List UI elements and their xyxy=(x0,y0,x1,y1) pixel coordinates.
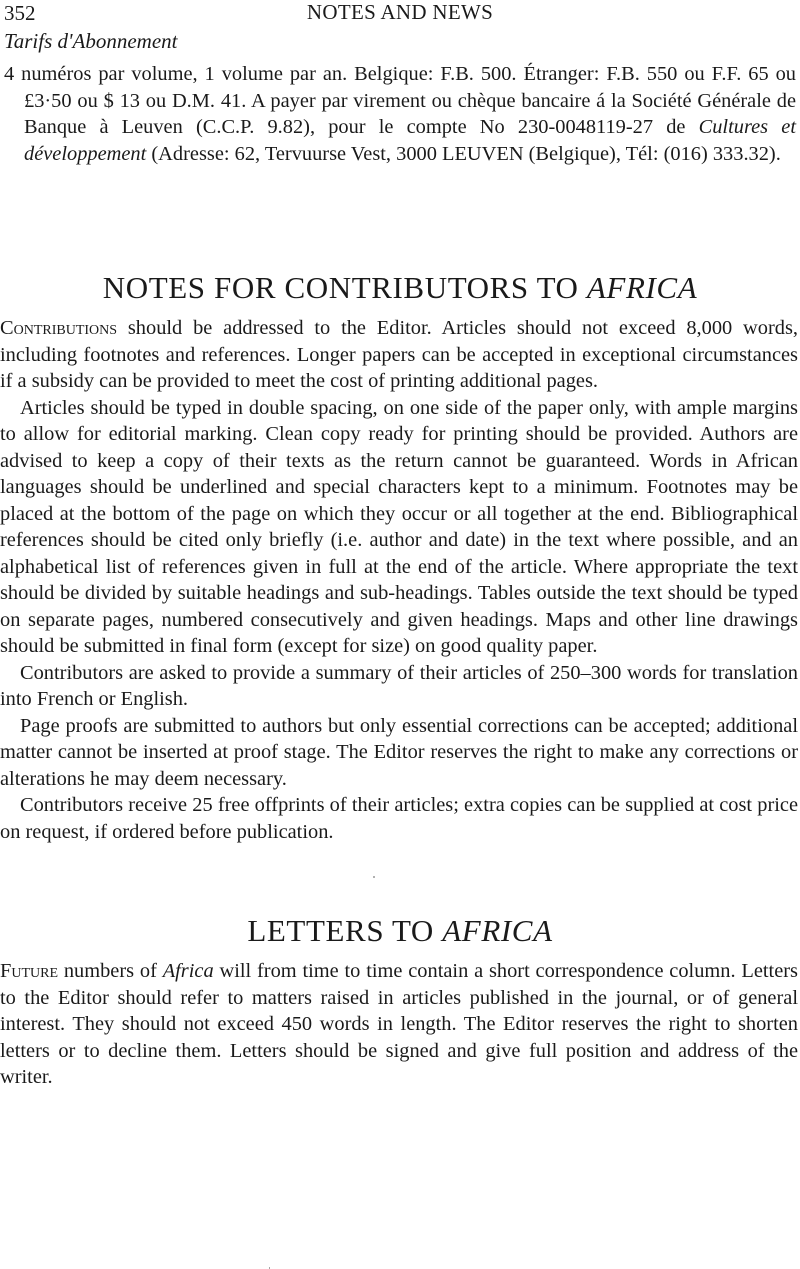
tarifs-publication-name: Cultures et développement xyxy=(24,116,796,165)
letters-text-1: numbers of xyxy=(58,960,163,982)
tarifs-heading: Tarifs d'Abonnement xyxy=(4,29,178,53)
contributors-title-journal: AFRICA xyxy=(586,270,698,305)
letters-body xyxy=(0,958,798,1091)
tarifs-text-2: (Adresse: 62, Tervuurse Vest, 3000 LEUVEN (Belgique), Tél: (016) 333.32). xyxy=(146,142,781,165)
contributors-section-title xyxy=(0,270,800,306)
letters-paragraph xyxy=(0,958,798,1091)
contributors-paragraph: Page proofs are submitted to authors but only essential corrections can be accepted; additional matter cannot be inserted at proof stage. The Editor reserves the right to make any corrections or alterations he may deem necessary. xyxy=(0,714,798,790)
letters-text-2: will from time to time contain a short correspondence column. Letters to the Editor should refer to matters raised in articles published in the journal, or of general interest. They should not exceed 450 words in length. The Editor reserves the right to shorten letters or to decline them. Letters should be signed and give full position and address of the writer. xyxy=(0,960,798,1088)
contributors-paragraph: Contributors receive 25 free offprints of their articles; extra copies can be supplied at cost price on request, if ordered before publication. xyxy=(0,794,798,843)
scan-speck xyxy=(373,876,375,878)
letters-title-text: LETTERS TO xyxy=(247,913,443,948)
running-title: NOTES AND NEWS xyxy=(306,0,494,24)
page-number: 352 xyxy=(4,1,36,25)
contributors-paragraph xyxy=(0,315,798,395)
letters-journal-name: Africa xyxy=(162,960,214,982)
letters-title-journal: AFRICA xyxy=(442,913,553,948)
contributors-paragraph: Articles should be typed in double spacing, on one side of the paper only, with ample margins to allow for editorial marking. Clean copy ready for printing should be provided. Authors are advised to keep a copy of their texts as the return cannot be guaranteed. Words in African languages should be underlined and special characters kept to a minimum. Footnotes may be placed at the bottom of the page on which they occur or all together at the end. Bibliographical references should be cited only briefly (i.e. author and date) in the text where possible, and an alphabetical list of references given in full at the end of the article. Where appropriate the text should be divided by suitable headings and sub-headings. Tables outside the text should be typed on separate pages, numbered consecutively and given headings. Maps and other line drawings should be submitted in final form (except for size) on good quality paper. xyxy=(0,396,798,657)
contributors-lead-word: Contributions xyxy=(0,317,118,339)
contributors-paragraph: Contributors are asked to provide a summary of their articles of 250–300 words for translation into French or English. xyxy=(0,661,798,710)
contributors-body xyxy=(0,315,798,845)
contributors-paragraph-text: should be addressed to the Editor. Articles should not exceed 8,000 words, including footnotes and references. Longer papers can be accepted in exceptional circumstances if a subsidy can be provided to meet the cost of printing additional pages. xyxy=(0,317,798,392)
tarifs-paragraph xyxy=(4,61,796,167)
contributors-title-text: NOTES FOR CONTRIBUTORS TO xyxy=(102,270,587,305)
tarifs-text-1: 4 numéros par volume, 1 volume par an. Belgique: F.B. 500. Étranger: F.B. 550 ou F.F. 65 ou £3·50 ou $ 13 ou D.M. 41. A payer par virement ou chèque bancaire á la Société Générale de Banque à Leuven (C.C.P. 9.82), pour le compte No 230-0048119-27 de xyxy=(4,63,796,138)
letters-lead-word: Future xyxy=(0,960,59,982)
letters-section-title xyxy=(0,913,800,949)
running-head xyxy=(0,0,800,26)
